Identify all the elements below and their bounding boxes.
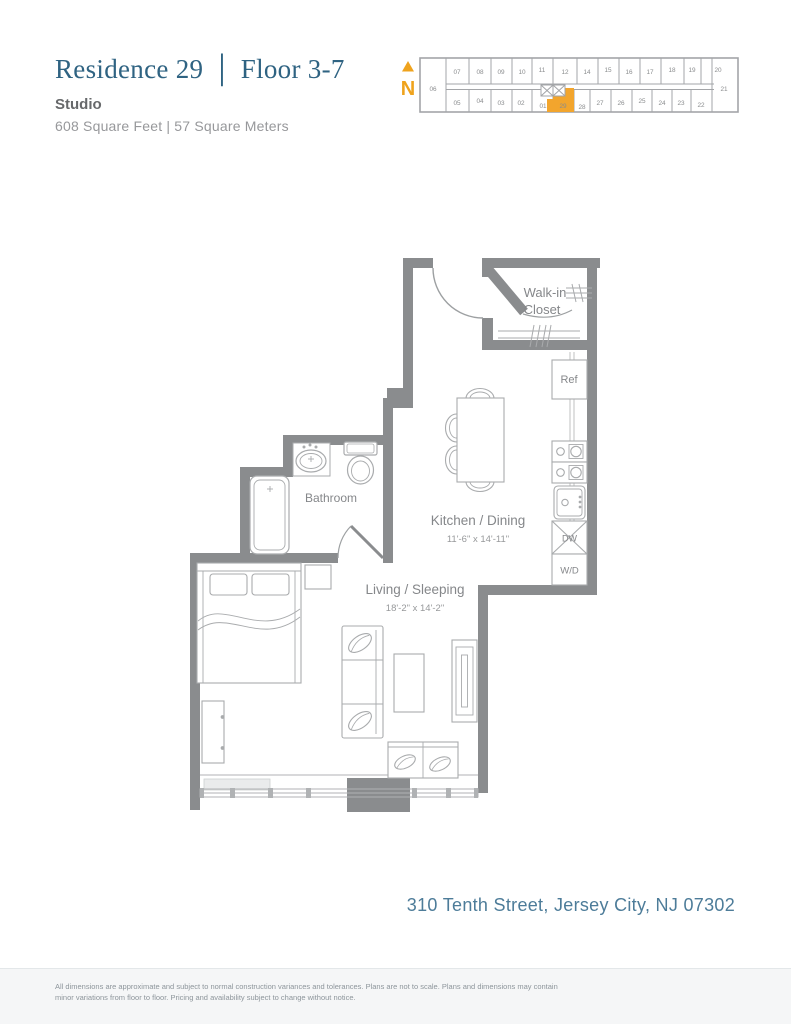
nightstand	[305, 565, 331, 589]
keyplan-unit-number: 18	[668, 67, 676, 74]
room-dims-kitchen-dining: 11'-6" x 14'-11"	[446, 534, 510, 545]
tv-console	[452, 640, 477, 722]
keyplan-unit-number: 28	[578, 104, 586, 111]
keyplan-unit-number: 26	[617, 100, 625, 107]
keyplan-unit-number: 10	[518, 69, 526, 76]
column	[347, 778, 410, 812]
window-seat-cabinet	[204, 779, 270, 790]
keyplan-unit-number: 05	[453, 100, 461, 107]
bathroom-door	[338, 526, 383, 558]
north-label: N	[400, 78, 416, 100]
label-refrigerator: Ref	[560, 374, 578, 386]
bathtub	[250, 476, 289, 554]
dining-chair	[466, 482, 494, 492]
footer	[0, 968, 791, 1024]
disclaimer-line-2: minor variations from floor to floor. Pricing and availability subject to change without notice.	[55, 993, 356, 1002]
room-label-living-sleeping: Living / Sleeping	[365, 582, 465, 597]
keyplan-unit-number: 27	[596, 100, 604, 107]
keyplan-unit-number: 21	[720, 86, 728, 93]
label-dishwasher: DW	[562, 533, 577, 544]
bench	[388, 742, 458, 778]
room-label-kitchen-dining: Kitchen / Dining	[430, 513, 526, 528]
bathroom-sink	[293, 443, 330, 476]
dining-chair	[466, 389, 494, 399]
kitchen-sink	[554, 486, 585, 519]
page-title-floor: Floor 3-7	[240, 54, 345, 84]
keyplan-unit-number: 04	[476, 98, 484, 105]
room-dims-living-sleeping: 18'-2" x 14'-2"	[385, 603, 445, 614]
unit-type-label: Studio	[55, 96, 102, 113]
room-label-bathroom: Bathroom	[304, 491, 358, 505]
dining-chair	[446, 414, 457, 442]
keyplan	[420, 58, 738, 112]
entry-door-arc	[433, 268, 483, 318]
keyplan-unit-number: 14	[583, 69, 591, 76]
closet-angled-wall	[487, 268, 524, 312]
keyplan-unit-number: 16	[625, 69, 633, 76]
keyplan-unit-number: 29	[559, 103, 567, 110]
stove	[552, 441, 587, 483]
dining-table	[457, 398, 504, 482]
keyplan-unit-number: 02	[517, 100, 525, 107]
keyplan-unit-number: 03	[497, 100, 505, 107]
keyplan-unit-number: 08	[476, 69, 484, 76]
keyplan-unit-number: 07	[453, 69, 461, 76]
keyplan-unit-number: 22	[697, 102, 705, 109]
keyplan-unit-number: 23	[677, 100, 685, 107]
north-arrow-icon	[401, 61, 415, 100]
keyplan-unit-number: 20	[714, 67, 722, 74]
keyplan-unit-number: 11	[538, 67, 546, 74]
property-address: 310 Tenth Street, Jersey City, NJ 07302	[406, 895, 735, 915]
keyplan-unit-number: 17	[646, 69, 654, 76]
keyplan-unit-number: 12	[561, 69, 569, 76]
room-label-walkin-closet-line2: Closet	[523, 302, 561, 317]
keyplan-unit-number: 09	[497, 69, 505, 76]
toilet	[344, 442, 377, 484]
page-title-residence: Residence 29	[55, 54, 204, 84]
floorplan	[190, 258, 600, 812]
dining-chair	[446, 446, 457, 474]
bed	[197, 563, 301, 683]
title-separator: │	[212, 54, 232, 84]
disclaimer-line-1: All dimensions are approximate and subject to normal construction variances and tolerances. Plans are not to scale. Plans and dimensions may contain	[55, 982, 558, 991]
keyplan-unit-number: 19	[688, 67, 696, 74]
elevator-icon	[541, 85, 565, 96]
coffee-table	[394, 654, 424, 712]
keyplan-unit-number: 01	[539, 103, 547, 110]
keyplan-unit-number: 06	[429, 86, 437, 93]
unit-area-label: 608 Square Feet | 57 Square Meters	[55, 118, 289, 134]
keyplan-highlighted-unit-notch	[547, 99, 554, 112]
dresser	[202, 701, 224, 763]
label-washer-dryer: W/D	[560, 565, 579, 577]
room-label-walkin-closet-line1: Walk-in	[523, 285, 567, 300]
keyplan-unit-number: 15	[604, 67, 612, 74]
disclaimer-text	[55, 981, 615, 1003]
sofa	[342, 626, 383, 738]
keyplan-unit-number: 24	[658, 100, 666, 107]
keyplan-unit-number: 25	[638, 98, 646, 105]
